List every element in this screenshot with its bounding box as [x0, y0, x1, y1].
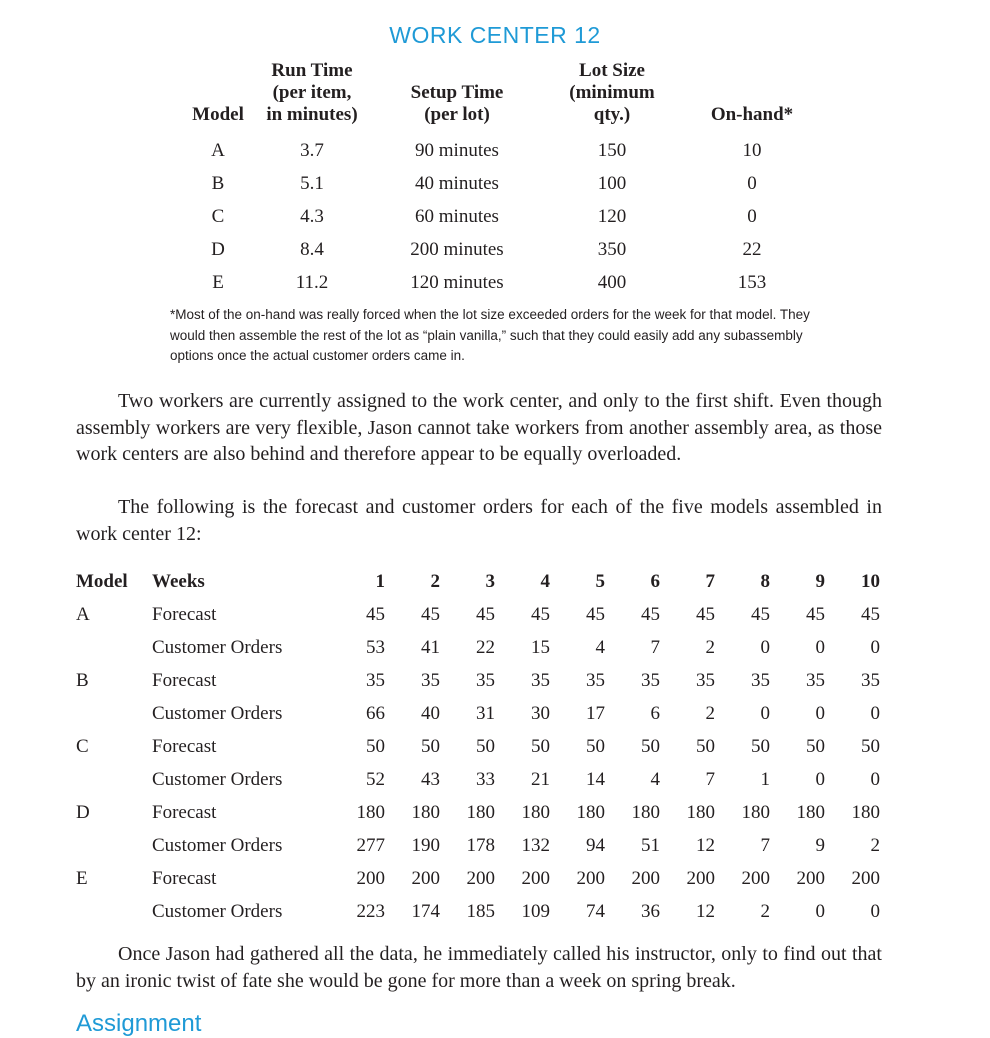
cell-week-value: 50 [861, 735, 880, 757]
cell-run-time: 5.1 [300, 172, 324, 194]
cell-week-value: 45 [476, 603, 495, 625]
cell-week-value: 0 [870, 636, 880, 658]
cell-run-time: 3.7 [300, 139, 324, 161]
table-row [180, 266, 826, 299]
cell-on-hand: 0 [747, 172, 757, 194]
cell-week-value: 45 [751, 603, 770, 625]
cell-week-value: 200 [576, 867, 605, 889]
cell-model: B [76, 669, 89, 691]
cell-week-value: 52 [366, 768, 385, 790]
header-week-8: 8 [760, 571, 770, 592]
cell-week-value: 50 [641, 735, 660, 757]
cell-run-time: 11.2 [295, 271, 329, 293]
cell-week-value: 21 [531, 768, 550, 790]
cell-week-value: 35 [421, 669, 440, 691]
cell-week-value: 22 [476, 636, 495, 658]
table-row [76, 598, 880, 631]
cell-row-label: Forecast [152, 801, 217, 823]
cell-row-label: Customer Orders [152, 768, 283, 790]
cell-week-value: 45 [806, 603, 825, 625]
cell-model: C [76, 735, 89, 757]
cell-week-value: 0 [870, 900, 880, 922]
cell-setup-time: 90 minutes [415, 139, 499, 161]
cell-week-value: 17 [586, 702, 605, 724]
cell-row-label: Customer Orders [152, 900, 283, 922]
cell-model: C [211, 205, 225, 227]
paragraph-workers [76, 388, 882, 468]
cell-lot-size: 100 [597, 172, 627, 194]
cell-week-value: 0 [815, 636, 825, 658]
paragraph-forecast-intro-text: The following is the forecast and customer orders for each of the five models assembled in work center 12: [76, 496, 882, 545]
cell-week-value: 200 [521, 867, 550, 889]
table-row [180, 200, 826, 233]
cell-week-value: 12 [696, 834, 715, 856]
cell-week-value: 200 [631, 867, 660, 889]
table-row [76, 796, 880, 829]
cell-model: D [76, 801, 90, 823]
cell-week-value: 45 [641, 603, 660, 625]
header-lot-size-line: Lot Size [579, 60, 645, 81]
cell-lot-size: 350 [597, 238, 627, 260]
cell-week-value: 180 [631, 801, 660, 823]
cell-week-value: 50 [366, 735, 385, 757]
header-lot-size-line: qty.) [593, 104, 631, 125]
table-row [76, 829, 880, 862]
header-setup-time-line: Setup Time [410, 82, 504, 103]
cell-week-value: 2 [705, 702, 715, 724]
cell-week-value: 7 [705, 768, 715, 790]
cell-week-value: 2 [705, 636, 715, 658]
table-row [76, 730, 880, 763]
cell-week-value: 178 [466, 834, 495, 856]
table-row [76, 895, 880, 928]
cell-week-value: 33 [476, 768, 495, 790]
work-center-body [180, 134, 826, 299]
cell-model: E [212, 271, 224, 293]
table-row [76, 631, 880, 664]
cell-row-label: Forecast [152, 603, 217, 625]
cell-week-value: 200 [356, 867, 385, 889]
header-week-10: 10 [861, 571, 880, 592]
header-lot-size-line: (minimum [569, 82, 655, 103]
paragraph-instructor-text: Once Jason had gathered all the data, he immediately called his instructor, only to find out that by an ironic twist of fate she would be gone for more than a week on spring break. [76, 943, 882, 992]
cell-row-label: Customer Orders [152, 702, 283, 724]
header-model: Model [192, 104, 244, 125]
cell-week-value: 4 [595, 636, 605, 658]
cell-week-value: 0 [815, 702, 825, 724]
cell-week-value: 50 [806, 735, 825, 757]
cell-week-value: 74 [586, 900, 605, 922]
cell-on-hand: 10 [742, 139, 762, 161]
cell-model: E [76, 867, 88, 889]
cell-week-value: 12 [696, 900, 715, 922]
cell-week-value: 6 [650, 702, 660, 724]
cell-week-value: 50 [586, 735, 605, 757]
cell-model [76, 895, 152, 928]
cell-week-value: 0 [760, 702, 770, 724]
cell-week-value: 180 [796, 801, 825, 823]
cell-week-value: 185 [466, 900, 495, 922]
header-weeks: Weeks [152, 571, 205, 592]
cell-week-value: 180 [851, 801, 880, 823]
cell-week-value: 0 [815, 768, 825, 790]
cell-week-value: 7 [650, 636, 660, 658]
cell-run-time: 8.4 [300, 238, 324, 260]
cell-week-value: 200 [851, 867, 880, 889]
cell-week-value: 50 [751, 735, 770, 757]
cell-week-value: 180 [411, 801, 440, 823]
cell-week-value: 4 [650, 768, 660, 790]
cell-week-value: 41 [421, 636, 440, 658]
cell-week-value: 180 [356, 801, 385, 823]
cell-row-label: Forecast [152, 867, 217, 889]
header-run-time-line: in minutes) [266, 104, 358, 125]
cell-week-value: 1 [760, 768, 770, 790]
header-week-2: 2 [430, 571, 440, 592]
table-row [76, 862, 880, 895]
cell-model [76, 829, 152, 862]
header-week-7: 7 [705, 571, 715, 592]
cell-week-value: 9 [815, 834, 825, 856]
cell-week-value: 15 [531, 636, 550, 658]
cell-model: D [211, 238, 225, 260]
cell-model [76, 697, 152, 730]
cell-week-value: 45 [421, 603, 440, 625]
cell-run-time: 4.3 [300, 205, 324, 227]
cell-week-value: 200 [686, 867, 715, 889]
cell-week-value: 200 [411, 867, 440, 889]
header-run-time-line: Run Time [271, 60, 353, 81]
header-setup-time-line: (per lot) [424, 104, 490, 125]
cell-model: A [76, 603, 90, 625]
cell-on-hand: 22 [742, 238, 762, 260]
cell-week-value: 51 [641, 834, 660, 856]
header-week-1: 1 [375, 571, 385, 592]
cell-week-value: 0 [870, 702, 880, 724]
header-week-3: 3 [485, 571, 495, 592]
cell-setup-time: 200 minutes [410, 238, 504, 260]
cell-week-value: 180 [741, 801, 770, 823]
cell-week-value: 200 [796, 867, 825, 889]
cell-week-value: 50 [531, 735, 550, 757]
cell-model: B [211, 172, 225, 194]
cell-row-label: Customer Orders [152, 636, 283, 658]
cell-week-value: 180 [521, 801, 550, 823]
cell-week-value: 14 [586, 768, 605, 790]
table-row [180, 167, 826, 200]
cell-on-hand: 153 [737, 271, 767, 293]
cell-week-value: 45 [586, 603, 605, 625]
cell-week-value: 40 [421, 702, 440, 724]
cell-row-label: Forecast [152, 735, 217, 757]
cell-week-value: 109 [521, 900, 550, 922]
cell-week-value: 200 [466, 867, 495, 889]
footnote: *Most of the on-hand was really forced when the lot size exceeded orders for the week for that model. They would then assemble the rest of the lot as “plain vanilla,” such that they could easily add any subassembly options once the actual customer orders came in. [170, 307, 810, 363]
cell-week-value: 35 [586, 669, 605, 691]
cell-setup-time: 60 minutes [415, 205, 499, 227]
cell-week-value: 45 [696, 603, 715, 625]
orders-body [76, 598, 880, 928]
forecast-orders-table [76, 566, 880, 928]
cell-week-value: 45 [861, 603, 880, 625]
cell-week-value: 180 [576, 801, 605, 823]
paragraph-instructor [76, 941, 882, 994]
cell-week-value: 43 [421, 768, 440, 790]
cell-week-value: 180 [466, 801, 495, 823]
cell-week-value: 0 [815, 900, 825, 922]
paragraph-forecast-intro [76, 494, 882, 547]
cell-on-hand: 0 [747, 205, 757, 227]
cell-week-value: 35 [751, 669, 770, 691]
cell-week-value: 174 [411, 900, 440, 922]
table-row [180, 134, 826, 167]
header-week-9: 9 [815, 571, 825, 592]
cell-week-value: 277 [356, 834, 385, 856]
assignment-heading: Assignment [76, 1010, 202, 1037]
cell-week-value: 223 [356, 900, 385, 922]
cell-week-value: 94 [586, 834, 605, 856]
cell-week-value: 132 [521, 834, 550, 856]
paragraph-workers-text: Two workers are currently assigned to the work center, and only to the first shift. Even though assembly workers are very flexible, Jason cannot take workers from another assembly area, as those work centers are also behind and therefore appear to be equally overloaded. [76, 390, 882, 465]
cell-week-value: 66 [366, 702, 385, 724]
header-setup-time [368, 60, 546, 134]
cell-week-value: 35 [806, 669, 825, 691]
page-title: WORK CENTER 12 [389, 22, 601, 48]
cell-week-value: 2 [760, 900, 770, 922]
cell-model: A [211, 139, 225, 161]
table-row [76, 664, 880, 697]
cell-week-value: 31 [476, 702, 495, 724]
header-week-6: 6 [650, 571, 660, 592]
cell-week-value: 45 [366, 603, 385, 625]
header-run-time [256, 60, 368, 134]
cell-week-value: 35 [531, 669, 550, 691]
cell-lot-size: 120 [597, 205, 627, 227]
cell-model [76, 763, 152, 796]
cell-row-label: Customer Orders [152, 834, 283, 856]
table-row [76, 697, 880, 730]
cell-setup-time: 120 minutes [410, 271, 504, 293]
cell-week-value: 30 [531, 702, 550, 724]
cell-week-value: 50 [476, 735, 495, 757]
cell-week-value: 50 [696, 735, 715, 757]
cell-model [76, 631, 152, 664]
table-row [76, 763, 880, 796]
cell-week-value: 0 [760, 636, 770, 658]
cell-week-value: 35 [861, 669, 880, 691]
cell-setup-time: 40 minutes [415, 172, 499, 194]
header-run-time-line: (per item, [272, 82, 352, 103]
cell-week-value: 180 [686, 801, 715, 823]
cell-week-value: 0 [870, 768, 880, 790]
work-center-table [180, 60, 826, 299]
table-row [180, 233, 826, 266]
orders-header-row [76, 566, 880, 598]
header-model: Model [76, 571, 128, 592]
table-header-row [180, 60, 826, 134]
cell-week-value: 35 [476, 669, 495, 691]
header-week-5: 5 [595, 571, 605, 592]
cell-lot-size: 150 [597, 139, 627, 161]
cell-week-value: 45 [531, 603, 550, 625]
cell-week-value: 53 [366, 636, 385, 658]
header-week-4: 4 [540, 571, 550, 592]
header-lot-size [546, 60, 678, 134]
cell-week-value: 36 [641, 900, 660, 922]
cell-week-value: 35 [696, 669, 715, 691]
cell-week-value: 200 [741, 867, 770, 889]
cell-week-value: 35 [366, 669, 385, 691]
cell-row-label: Forecast [152, 669, 217, 691]
cell-week-value: 2 [870, 834, 880, 856]
cell-week-value: 7 [760, 834, 770, 856]
cell-week-value: 35 [641, 669, 660, 691]
cell-week-value: 190 [411, 834, 440, 856]
header-on-hand: On-hand* [710, 104, 794, 125]
cell-lot-size: 400 [597, 271, 627, 293]
cell-week-value: 50 [421, 735, 440, 757]
